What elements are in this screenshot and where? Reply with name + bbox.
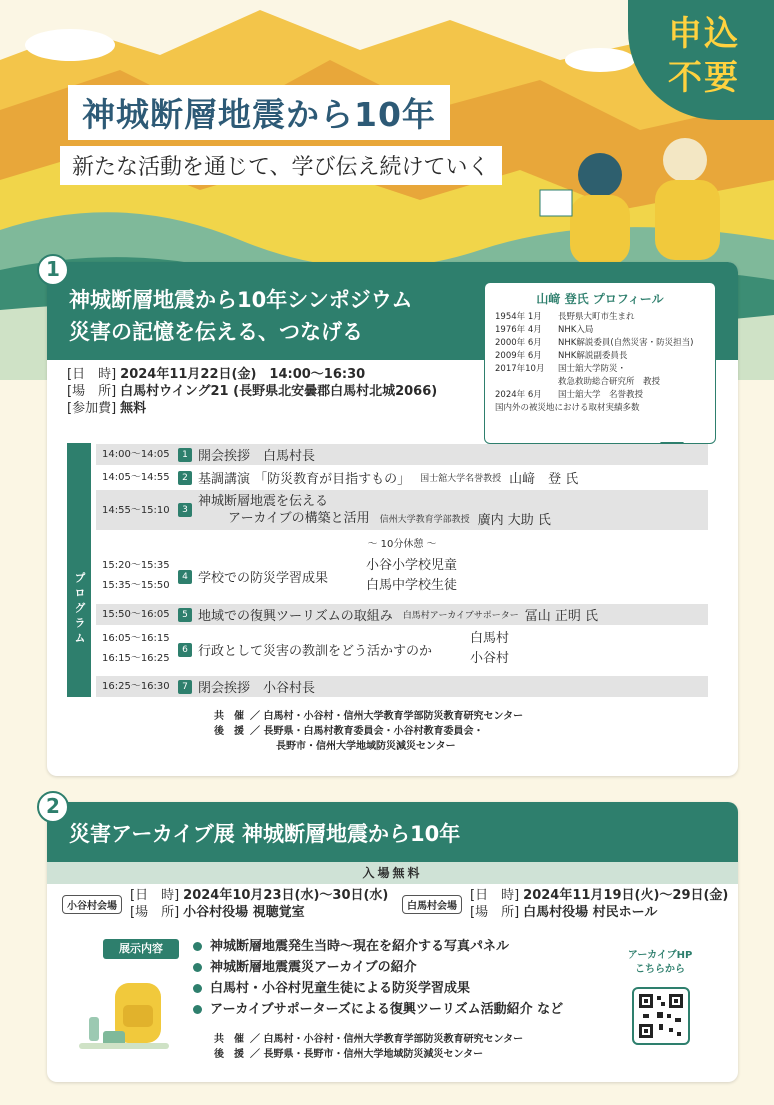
profile-row: 2000年 6月 NHK解説委員(自然災害・防災担当) bbox=[495, 338, 694, 348]
profile-box bbox=[484, 282, 716, 444]
no-registration-badge: 申込 不要 bbox=[668, 14, 740, 98]
place-label: [場 所] bbox=[67, 384, 117, 399]
archive-hp-link[interactable]: アーカイブHP こちらから bbox=[627, 950, 693, 975]
date-value: 2024年11月22日(金) 14:00〜16:30 bbox=[120, 367, 366, 382]
fee-value: 無料 bbox=[120, 401, 147, 416]
program-item-2: 14:05〜14:55 2 基調講演 「防災教育が目指すもの」 国士舘大学名誉教授 山﨑 登 氏 bbox=[102, 472, 579, 487]
profile-title: 山﨑 登氏 プロフィール bbox=[536, 292, 664, 306]
fee-label: [参加費] bbox=[67, 401, 117, 416]
profile-row: 1954年 1月 長野県大町市生まれ bbox=[495, 312, 635, 322]
symposium-title-line2: 災害の記憶を伝える、つなげる bbox=[69, 320, 363, 344]
program-item-7: 16:25〜16:30 7 閉会挨拶 小谷村長 bbox=[96, 676, 708, 697]
profile-row: 国内外の被災地における取材実績多数 bbox=[495, 403, 640, 413]
date-label: [日 時] bbox=[67, 367, 117, 382]
exhibition-header bbox=[47, 802, 738, 862]
venue-tag-hakuba: 白馬村会場 bbox=[402, 895, 462, 914]
profile-row: 2017年10月 国士舘大学防災・ bbox=[495, 364, 627, 374]
qr-code-icon bbox=[639, 994, 683, 1038]
qr-code[interactable] bbox=[632, 987, 690, 1045]
list-item: 神城断層地震震災アーカイブの紹介 bbox=[193, 957, 563, 978]
list-item: 神城断層地震発生当時〜現在を紹介する写真パネル bbox=[193, 936, 563, 957]
place-value: 白馬村ウイング21 (長野県北安曇郡白馬村北城2066) bbox=[120, 384, 438, 399]
page-subtitle: 新たな活動を通じて、学び伝え続けていく bbox=[60, 146, 502, 185]
exhibition-title: 災害アーカイブ展 神城断層地震から10年 bbox=[69, 822, 461, 846]
symposium-info bbox=[67, 366, 437, 417]
section-number-2: 2 bbox=[37, 791, 69, 823]
exhibit-label: 展示内容 bbox=[103, 939, 179, 959]
program-item-6: 16:05〜16:15 16:15〜16:25 6 行政として災害の教訓をどう活かすのか 白馬村 小谷村 bbox=[102, 631, 510, 666]
venue-otari: 小谷村会場 [日 時] 2024年10月23日(水)〜30日(水) [場 所] 小谷村役場 視聴覚室 bbox=[62, 887, 388, 921]
symposium-title-line1: 神城断層地震から10年シンポジウム bbox=[69, 288, 413, 312]
list-item: 白馬村・小谷村児童生徒による防災学習成果 bbox=[193, 978, 563, 999]
profile-row: 2009年 6月 NHK解説副委員長 bbox=[495, 351, 628, 361]
program-item-5: 15:50〜16:05 5 地域での復興ツーリズムの取組み 白馬村アーカイブサポーター 冨山 正明 氏 bbox=[96, 604, 708, 625]
symposium-credits: 共 催 ／ 白馬村・小谷村・信州大学教育学部防災教育研究センター 後 援 ／ 長野県・白馬村教育委員会・小谷村教育委員会・ 長野市・信州大学地域防災減災センター bbox=[214, 711, 524, 752]
profile-row: 救急救助総合研究所 教授 bbox=[558, 377, 661, 387]
page-title: 神城断層地震から10年 bbox=[68, 85, 450, 140]
program-item-1: 14:00〜14:05 1 開会挨拶 白馬村長 bbox=[96, 444, 708, 465]
section-number-1: 1 bbox=[37, 254, 69, 286]
backpack-illustration bbox=[75, 975, 175, 1060]
program-break: 〜 10分休憩 〜 bbox=[367, 539, 437, 550]
exhibit-list bbox=[193, 936, 563, 1020]
exhibition-credits: 共 催 ／ 白馬村・小谷村・信州大学教育学部防災教育研究センター 後 援 ／ 長野県・長野市・信州大学地域防災減災センター bbox=[214, 1034, 524, 1060]
venue-hakuba: 白馬村会場 [日 時] 2024年11月19日(火)〜29日(金) [場 所] 白馬村役場 村民ホール bbox=[402, 887, 728, 921]
profile-row: 2024年 6月 国士舘大学 名誉教授 bbox=[495, 390, 644, 400]
venue-tag-otari: 小谷村会場 bbox=[62, 895, 122, 914]
program-label: プログラム bbox=[67, 443, 91, 697]
list-item: アーカイブサポーターズによる復興ツーリズム活動紹介 など bbox=[193, 999, 563, 1020]
admission-bar: 入場無料 bbox=[47, 862, 738, 884]
profile-row: 1976年 4月 NHK入局 bbox=[495, 325, 594, 335]
program-item-4: 15:20〜15:35 15:35〜15:50 4 学校での防災学習成果 小谷小学校児童 白馬中学校生徒 bbox=[102, 558, 458, 593]
program-item-3: 14:55〜15:10 3 神城断層地震を伝える アーカイブの構築と活用 信州大学教育学部教授 廣内 大助 氏 bbox=[96, 490, 708, 530]
